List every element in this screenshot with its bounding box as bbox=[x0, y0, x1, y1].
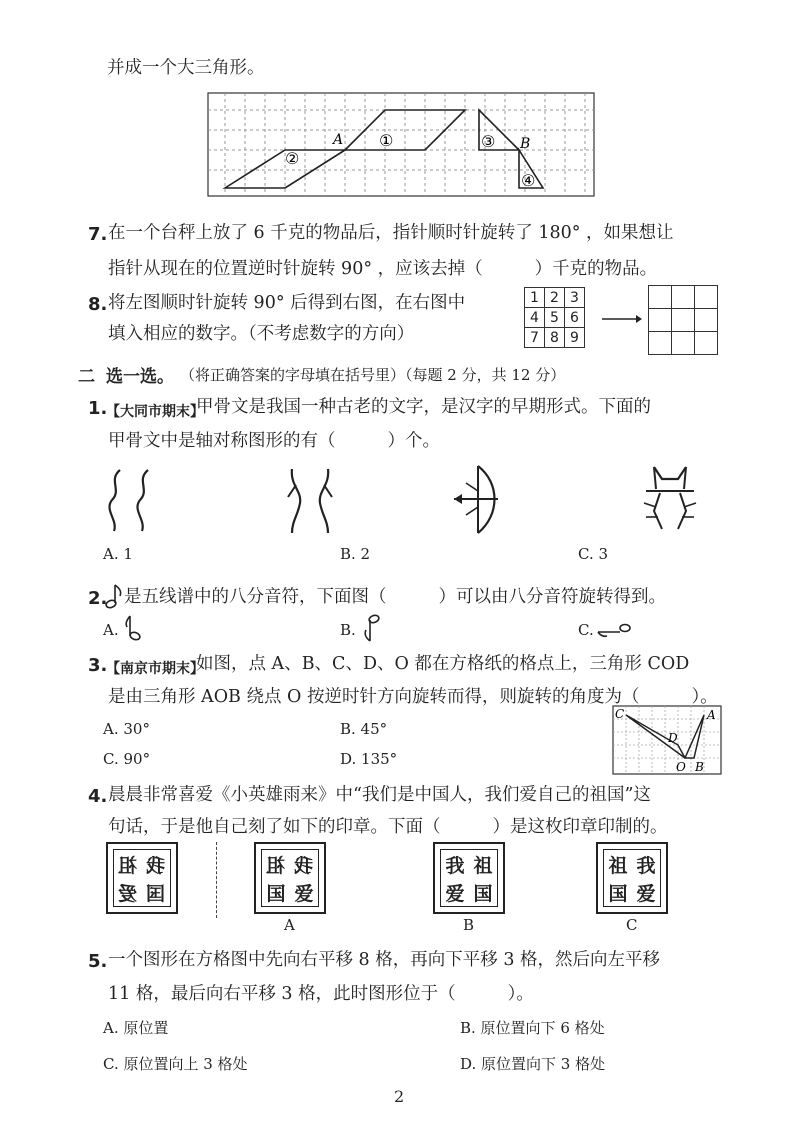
q7-line2-a: 指针从现在的位置逆时针旋转 90° ，应该去掉（ bbox=[108, 259, 483, 279]
c2-number: 2. bbox=[88, 588, 108, 609]
c1-line2 bbox=[108, 433, 440, 451]
c3-option-b[interactable]: B. 45° bbox=[340, 720, 388, 738]
seal-char: 爱 bbox=[294, 882, 314, 905]
seal-char: 国 bbox=[608, 882, 628, 905]
number-grid-right bbox=[648, 285, 718, 355]
c3-tag: 【南京市期末】 bbox=[106, 661, 204, 677]
seal-char: 我 bbox=[294, 854, 314, 877]
c2-option-a[interactable]: A. bbox=[103, 621, 119, 639]
c5-option-c[interactable]: C. 原位置向上 3 格处 bbox=[103, 1055, 248, 1073]
grid-cell: 8 bbox=[545, 328, 565, 348]
c5-option-d[interactable]: D. 原位置向下 3 格处 bbox=[460, 1055, 606, 1073]
c2-text-b: ）可以由八分音符旋转得到。 bbox=[438, 587, 666, 607]
seal-char: 爱 bbox=[636, 882, 656, 905]
seal-char: 祖 bbox=[473, 854, 493, 877]
grid-cell: 4 bbox=[525, 308, 545, 328]
seal-option-c[interactable] bbox=[596, 842, 668, 914]
intro-line: 并成一个大三角形。 bbox=[107, 58, 265, 78]
q8-line1: 将左图顺时针旋转 90° 后得到右图，在右图中 bbox=[108, 293, 466, 313]
c5-option-a[interactable]: A. 原位置 bbox=[103, 1019, 169, 1037]
c5-line2-b: ）。 bbox=[507, 984, 534, 1004]
c5-option-b[interactable]: B. 原位置向下 6 格处 bbox=[460, 1019, 605, 1037]
rotation-figure bbox=[612, 705, 722, 775]
seal-label-a: A bbox=[284, 916, 295, 934]
section-2-note: （将正确答案的字母填在括号里）（每题 2 分，共 12 分） bbox=[180, 366, 566, 384]
label-1: ① bbox=[379, 131, 394, 150]
seal-original bbox=[106, 842, 178, 914]
empty-cell[interactable] bbox=[695, 286, 718, 309]
c3-number: 3. bbox=[88, 655, 108, 676]
empty-cell[interactable] bbox=[672, 309, 695, 332]
page-number: 2 bbox=[394, 1087, 405, 1106]
grid-cell: 2 bbox=[545, 288, 565, 308]
label-O: O bbox=[676, 760, 686, 774]
label-A: A bbox=[707, 708, 716, 722]
seal-char: 我 bbox=[445, 854, 465, 877]
number-grid-left bbox=[524, 287, 585, 348]
c5-line1: 一个图形在方格图中先向右平移 8 格，再向下平移 3 格，然后向左平移 bbox=[108, 950, 661, 970]
section-2-number: 二 bbox=[78, 367, 95, 387]
grid-cell: 3 bbox=[565, 288, 585, 308]
eighth-note-icon bbox=[104, 583, 124, 609]
c2-line bbox=[124, 589, 666, 607]
q8-number: 8. bbox=[88, 294, 108, 315]
c1-option-c[interactable]: C. 3 bbox=[578, 545, 609, 563]
seal-char: 祖 bbox=[118, 854, 138, 877]
q8-line2: 填入相应的数字。（不考虑数字的方向） bbox=[108, 324, 415, 344]
empty-cell[interactable] bbox=[649, 309, 672, 332]
grid-cell: 5 bbox=[545, 308, 565, 328]
c3-line1: 如图，点 A、B、C、D、O 都在方格纸的格点上，三角形 COD bbox=[196, 654, 690, 674]
empty-cell[interactable] bbox=[695, 332, 718, 355]
c1-number: 1. bbox=[88, 398, 108, 419]
seal-option-b[interactable] bbox=[433, 842, 505, 914]
empty-cell[interactable] bbox=[649, 286, 672, 309]
c3-option-c[interactable]: C. 90° bbox=[103, 750, 151, 768]
oracle-glyph-4 bbox=[640, 463, 700, 537]
c2-option-b[interactable]: B. bbox=[340, 621, 356, 639]
c4-line2-b: ）是这枚印章印制的。 bbox=[492, 817, 668, 837]
seal-char: 祖 bbox=[266, 854, 286, 877]
seal-char: 国 bbox=[146, 882, 166, 905]
rotated-note-b-icon bbox=[362, 613, 382, 643]
c4-number: 4. bbox=[88, 786, 108, 807]
grid-cell: 1 bbox=[525, 288, 545, 308]
seal-option-a[interactable] bbox=[254, 842, 326, 914]
c1-option-a[interactable]: A. 1 bbox=[103, 545, 133, 563]
seal-char: 我 bbox=[146, 854, 166, 877]
seal-label-c: C bbox=[626, 916, 638, 934]
divider bbox=[216, 842, 217, 918]
c1-line1: 甲骨文是我国一种古老的文字，是汉字的早期形式。下面的 bbox=[196, 397, 651, 417]
c1-tag: 【大同市期末】 bbox=[106, 404, 204, 420]
q7-line2 bbox=[108, 261, 657, 279]
seal-char: 祖 bbox=[608, 854, 628, 877]
rotated-note-c-icon bbox=[596, 620, 632, 638]
empty-cell[interactable] bbox=[695, 309, 718, 332]
section-2-title: 选一选。 bbox=[106, 367, 174, 387]
oracle-glyph-2 bbox=[280, 465, 340, 535]
q7-number: 7. bbox=[88, 224, 108, 245]
c3-line2-b: ）。 bbox=[691, 687, 718, 707]
label-4: ④ bbox=[521, 171, 536, 190]
grid-cell: 7 bbox=[525, 328, 545, 348]
seal-char: 我 bbox=[636, 854, 656, 877]
empty-cell[interactable] bbox=[649, 332, 672, 355]
figure-parallelograms bbox=[207, 92, 595, 197]
c4-line2-a: 句话，于是他自己刻了如下的印章。下面（ bbox=[108, 817, 441, 837]
c5-line2 bbox=[108, 986, 534, 1004]
label-C: C bbox=[615, 707, 625, 721]
c4-line1: 晨晨非常喜爱《小英雄雨来》中“我们是中国人，我们爱自己的祖国”这 bbox=[108, 785, 651, 805]
q7-line2-b: ）千克的物品。 bbox=[534, 259, 658, 279]
c3-option-d[interactable]: D. 135° bbox=[340, 750, 398, 768]
label-B: B bbox=[695, 760, 704, 774]
c4-line2 bbox=[108, 819, 668, 837]
q7-line1: 在一个台秤上放了 6 千克的物品后，指针顺时针旋转了 180° ，如果想让 bbox=[108, 223, 674, 243]
c5-line2-a: 11 格，最后向右平移 3 格，此时图形位于（ bbox=[108, 984, 456, 1004]
c2-text-a: 是五线谱中的八分音符，下面图（ bbox=[124, 587, 387, 607]
rotated-note-a-icon bbox=[124, 614, 144, 642]
seal-char: 爱 bbox=[445, 882, 465, 905]
seal-char: 国 bbox=[266, 882, 286, 905]
c3-line2-a: 是由三角形 AOB 绕点 O 按逆时针方向旋转而得，则旋转的角度为（ bbox=[108, 687, 640, 707]
arrow-right-icon bbox=[602, 312, 642, 326]
oracle-glyph-1 bbox=[100, 465, 160, 535]
seal-char: 国 bbox=[473, 882, 493, 905]
c1-option-b[interactable]: B. 2 bbox=[340, 545, 371, 563]
empty-cell[interactable] bbox=[672, 286, 695, 309]
c1-line2-b: ）个。 bbox=[387, 431, 440, 451]
grid-cell: 6 bbox=[565, 308, 585, 328]
c5-number: 5. bbox=[88, 951, 108, 972]
grid-cell: 9 bbox=[565, 328, 585, 348]
oracle-glyph-3 bbox=[448, 463, 508, 537]
label-3: ③ bbox=[481, 132, 496, 151]
triangle-aob bbox=[685, 715, 704, 758]
c2-option-c[interactable]: C. bbox=[578, 621, 594, 639]
label-A: A bbox=[333, 132, 344, 148]
label-B: B bbox=[520, 136, 531, 152]
seal-char: 爱 bbox=[118, 882, 138, 905]
c3-line2 bbox=[108, 689, 718, 707]
label-2: ② bbox=[285, 149, 300, 168]
c3-option-a[interactable]: A. 30° bbox=[103, 720, 150, 738]
empty-cell[interactable] bbox=[672, 332, 695, 355]
c1-line2-a: 甲骨文中是轴对称图形的有（ bbox=[108, 431, 336, 451]
seal-label-b: B bbox=[463, 916, 475, 934]
label-D: D bbox=[668, 731, 678, 745]
